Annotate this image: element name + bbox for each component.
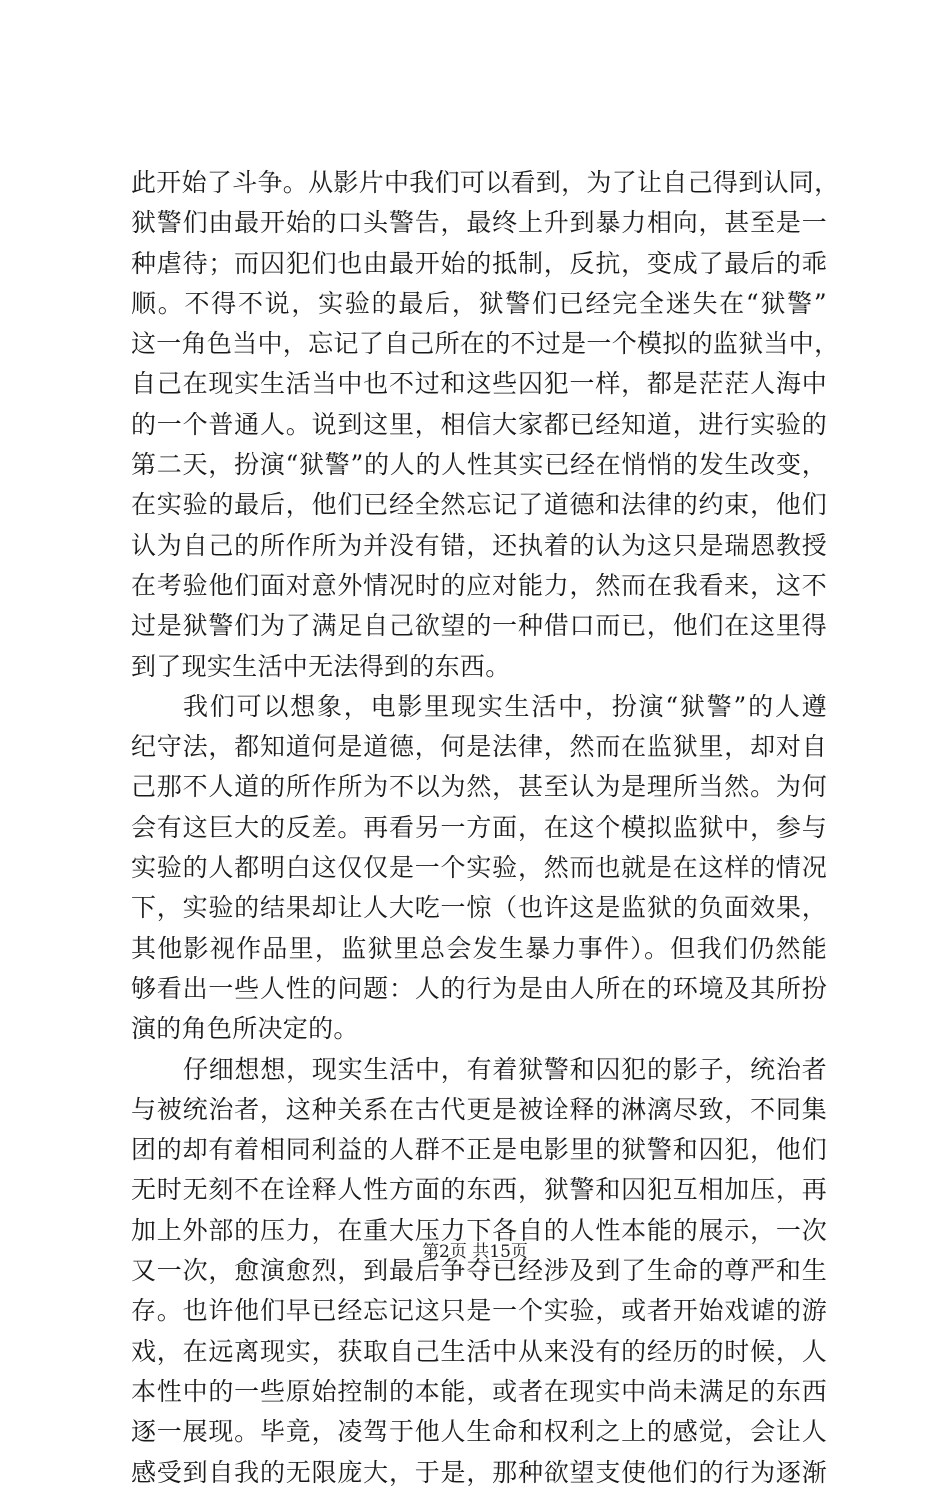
text-line: 此开始了斗争。从影片中我们可以看到，为了让自己得到认同， [131,168,840,197]
document-body [131,163,840,1493]
text-line: 会有这巨大的反差。再看另一方面，在这个模拟监狱中，参与 [131,812,827,842]
text-line: 的一个普通人。说到这里，相信大家都已经知道，进行实验的 [131,409,827,439]
paragraph [131,163,840,687]
text-line: 己那不人道的所作所为不以为然，甚至认为是理所当然。为何 [131,772,827,802]
paragraph [131,687,827,1050]
text-line: 本性中的一些原始控制的本能，或者在现实中尚未满足的东西 [131,1376,827,1406]
text-line: 逐一展现。毕竟，凌驾于他人生命和权利之上的感觉，会让人 [131,1417,827,1447]
text-line: 又一次，愈演愈烈，到最后争夺已经涉及到了生命的尊严和生 [131,1256,827,1286]
text-line: 其他影视作品里，监狱里总会发生暴力事件）。但我们仍然能 [131,933,827,963]
text-line: 顺。不得不说，实验的最后，狱警们已经完全迷失在“狱警” [131,288,827,318]
text-line: 戏，在远离现实，获取自己生活中从来没有的经历的时候，人 [131,1336,827,1366]
page-footer: 第2页 共15页 [422,1242,528,1262]
text-line: 存。也许他们早已经忘记这只是一个实验，或者开始戏谑的游 [131,1296,827,1326]
text-line: 演的角色所决定的。 [131,1014,359,1044]
text-line: 在实验的最后，他们已经全然忘记了道德和法律的约束，他们 [131,490,827,520]
text-line: 第二天，扮演“狱警”的人的人性其实已经在悄悄的发生改变， [131,450,827,480]
text-line: 自己在现实生活当中也不过和这些囚犯一样，都是茫茫人海中 [131,369,827,399]
text-line: 我们可以想象，电影里现实生活中，扮演“狱警”的人遵 [183,691,827,721]
paragraph [131,1050,827,1493]
text-line: 实验的人都明白这仅仅是一个实验，然而也就是在这样的情况 [131,853,827,883]
text-line: 无时无刻不在诠释人性方面的东西，狱警和囚犯互相加压，再 [131,1175,827,1205]
text-line: 与被统治者，这种关系在古代更是被诠释的淋漓尽致，不同集 [131,1094,827,1124]
text-line: 认为自己的所作所为并没有错，还执着的认为这只是瑞恩教授 [131,530,827,560]
text-line: 过是狱警们为了满足自己欲望的一种借口而已，他们在这里得 [131,611,827,641]
text-line: 在考验他们面对意外情况时的应对能力，然而在我看来，这不 [131,570,827,600]
text-line: 纪守法，都知道何是道德，何是法律，然而在监狱里，却对自 [131,732,827,762]
text-line: 团的却有着相同利益的人群不正是电影里的狱警和囚犯，他们 [131,1135,827,1165]
text-line: 下，实验的结果却让人大吃一惊（也许这是监狱的负面效果， [131,893,827,923]
text-line: 感受到自我的无限庞大，于是，那种欲望支使他们的行为逐渐 [131,1457,827,1487]
text-line: 仔细想想，现实生活中，有着狱警和囚犯的影子，统治者 [183,1054,827,1084]
text-line: 种虐待；而囚犯们也由最开始的抵制，反抗，变成了最后的乖 [131,248,827,278]
text-line: 狱警们由最开始的口头警告，最终上升到暴力相向，甚至是一 [131,208,827,238]
text-line: 这一角色当中，忘记了自己所在的不过是一个模拟的监狱当中， [131,329,840,359]
text-line: 到了现实生活中无法得到的东西。 [131,651,511,681]
text-line: 够看出一些人性的问题：人的行为是由人所在的环境及其所扮 [131,973,827,1003]
text-line: 加上外部的压力，在重大压力下各自的人性本能的展示，一次 [131,1215,827,1245]
